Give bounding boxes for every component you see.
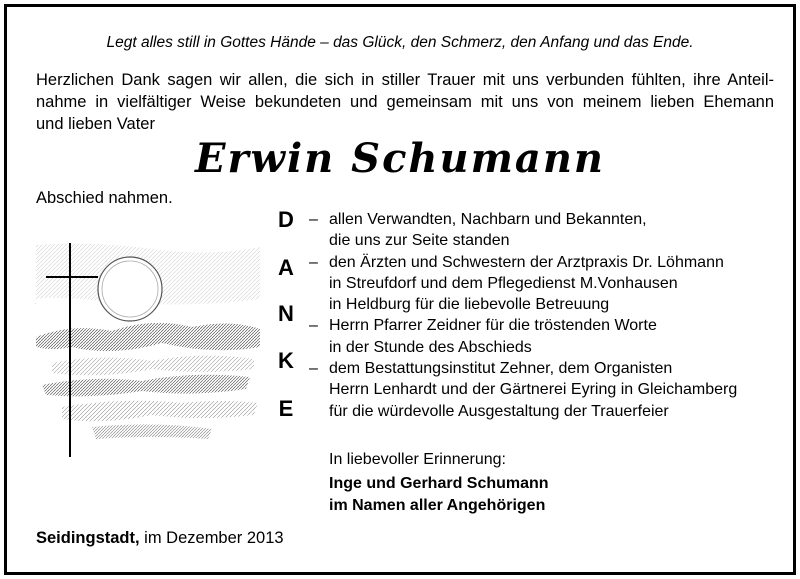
list-dash: – bbox=[309, 360, 318, 378]
list-dash: – bbox=[309, 211, 318, 228]
intro-line: Herzlichen Dank sagen wir allen, die sich in stiller Trauer mit uns verbunden fühlten, ihre Anteil- bbox=[36, 71, 774, 89]
thanks-line: Herrn Lenhardt und der Gärtnerei Eyring in Gleichamberg bbox=[329, 381, 738, 399]
obituary-notice bbox=[4, 4, 796, 575]
thanks-list bbox=[309, 209, 779, 422]
thanks-line: die uns zur Seite standen bbox=[329, 232, 510, 250]
memorial-artwork bbox=[32, 239, 264, 459]
thanks-line: allen Verwandten, Nachbarn und Bekannten, bbox=[329, 211, 647, 228]
thanks-line: für die würdevolle Ausgestaltung der Trauerfeier bbox=[329, 402, 669, 420]
closing-block bbox=[329, 449, 549, 517]
list-dash: – bbox=[309, 317, 318, 335]
danke-letter: N bbox=[278, 301, 294, 326]
thanks-line: in der Stunde des Abschieds bbox=[329, 338, 532, 356]
thanks-item bbox=[309, 252, 779, 316]
intro-paragraph bbox=[36, 69, 774, 135]
thanks-item bbox=[309, 315, 779, 358]
thanks-line: in Streufdorf und dem Pflegedienst M.Vonhausen bbox=[329, 274, 678, 292]
danke-letter: K bbox=[278, 348, 294, 373]
danke-letter: E bbox=[278, 396, 294, 421]
signature-line: Inge und Gerhard Schumann bbox=[329, 475, 549, 492]
intro-line: und lieben Vater bbox=[36, 115, 155, 133]
place-name: Seidingstadt, bbox=[36, 529, 140, 547]
signature-line: im Namen aller Angehörigen bbox=[329, 497, 546, 514]
thanks-line: Herrn Pfarrer Zeidner für die tröstenden Worte bbox=[329, 317, 657, 335]
motto-verse: Legt alles still in Gottes Hände – das Glück, den Schmerz, den Anfang und das Ende. bbox=[106, 34, 694, 51]
thanks-item bbox=[309, 358, 779, 422]
intro-line: nahme in vielfältiger Weise bekundeten und gemeinsam mit uns von meinem lieben Ehemann bbox=[36, 93, 774, 111]
danke-letter: A bbox=[278, 255, 294, 280]
thanks-line: dem Bestattungsinstitut Zehner, dem Organisten bbox=[329, 360, 673, 378]
danke-letter: D bbox=[278, 207, 294, 232]
farewell-text: Abschied nahmen. bbox=[36, 189, 173, 207]
thanks-item bbox=[309, 209, 779, 252]
moon-sketch bbox=[98, 257, 162, 321]
thanks-line: in Heldburg für die liebevolle Betreuung bbox=[329, 296, 610, 314]
list-dash: – bbox=[309, 253, 318, 271]
closing-lead: In liebevoller Erinnerung: bbox=[329, 451, 506, 468]
date-text: im Dezember 2013 bbox=[139, 529, 284, 547]
deceased-name: Erwin Schumann bbox=[194, 135, 605, 182]
thanks-line: den Ärzten und Schwestern der Arztpraxis Dr. Löhmann bbox=[329, 253, 724, 271]
place-date bbox=[36, 527, 284, 549]
